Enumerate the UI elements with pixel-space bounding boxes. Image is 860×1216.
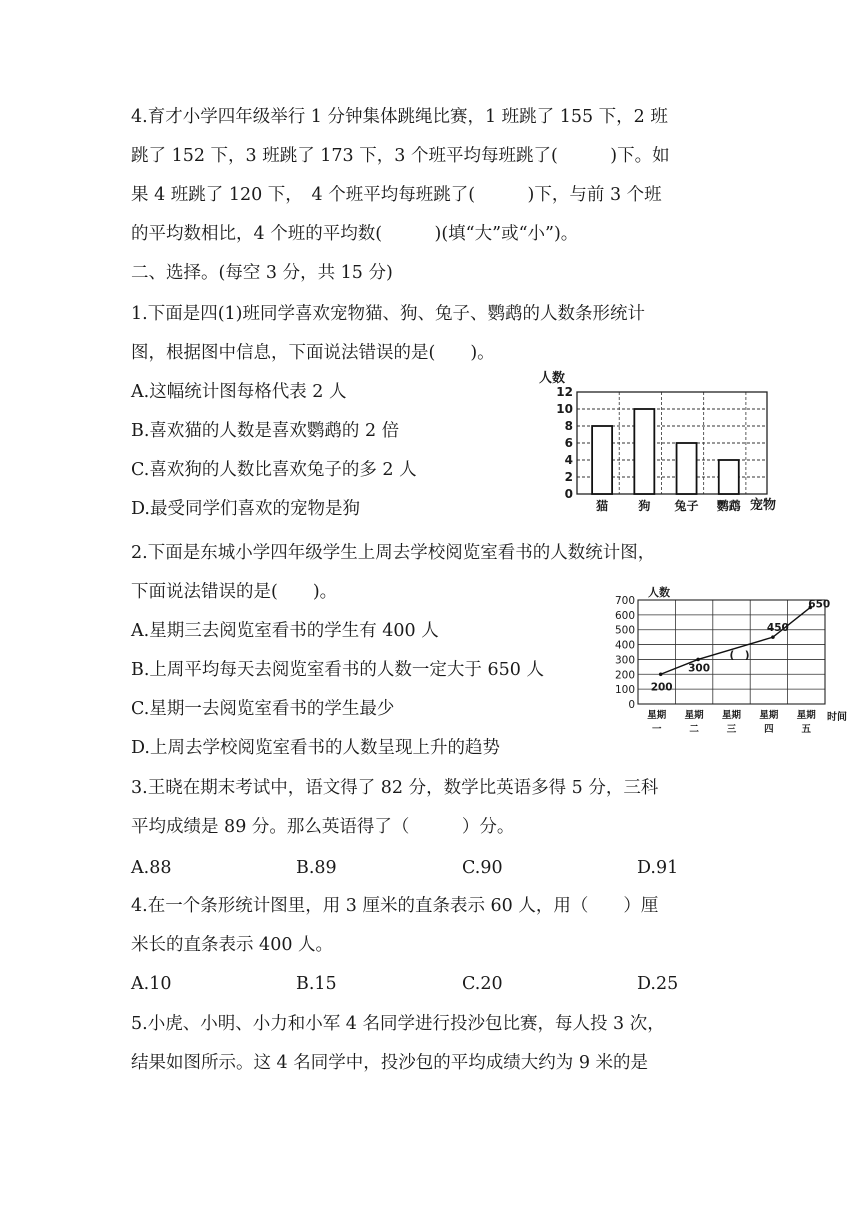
option-c: C.喜欢狗的人数比喜欢兔子的多 2 人	[131, 460, 417, 480]
question-stem: 5.小虎、小明、小力和小军 4 名同学进行投沙包比赛，每人投 3 次，	[131, 1014, 665, 1034]
y-tick-label: 200	[614, 669, 635, 682]
x-tick-label: 五	[801, 724, 812, 735]
x-tick-label: 四	[764, 724, 774, 735]
pet-bar-chart	[525, 362, 790, 520]
y-tick-label: 300	[614, 654, 635, 667]
question-line: 果 4 班跳了 120 下， 4 个班平均每班跳了( )下，与前 3 个班	[131, 185, 662, 205]
section-heading: 二、选择。(每空 3 分，共 15 分)	[131, 263, 393, 283]
data-label: ( )	[729, 649, 750, 662]
question-stem: 结果如图所示。这 4 名同学中，投沙包的平均成绩大约为 9 米的是	[131, 1053, 649, 1073]
x-tick-label: 星期	[647, 710, 667, 721]
option-a: A.88	[131, 858, 172, 878]
data-point	[696, 658, 700, 662]
data-point	[771, 635, 775, 639]
y-tick-label: 700	[614, 595, 635, 607]
option-b: B.15	[296, 974, 337, 994]
y-tick-label: 0	[564, 487, 573, 501]
y-tick-label: 10	[556, 402, 573, 416]
option-b: B.89	[296, 858, 337, 878]
data-label: 650	[808, 598, 831, 611]
option-d: D.最受同学们喜欢的宠物是狗	[131, 499, 360, 519]
y-tick-label: 0	[628, 699, 635, 711]
option-b: B.上周平均每天去阅览室看书的人数一定大于 650 人	[131, 660, 544, 680]
y-axis-label: 人数	[539, 371, 566, 386]
bar	[677, 443, 697, 494]
question-stem: 米长的直条表示 400 人。	[131, 935, 334, 955]
option-a: A.这幅统计图每格代表 2 人	[131, 382, 347, 402]
question-stem: 下面说法错误的是( )。	[131, 582, 338, 602]
x-axis-label: 宠物	[750, 498, 777, 513]
y-tick-label: 400	[614, 639, 635, 652]
question-stem: 2.下面是东城小学四年级学生上周去学校阅览室看书的人数统计图，	[131, 543, 656, 563]
question-line: 跳了 152 下，3 班跳了 173 下，3 个班平均每班跳了( )下。如	[131, 146, 670, 166]
option-a: A.星期三去阅览室看书的学生有 400 人	[131, 621, 439, 641]
option-d: D.上周去学校阅览室看书的人数呈现上升的趋势	[131, 738, 500, 758]
data-label: 450	[766, 622, 789, 635]
bar	[592, 426, 612, 494]
data-label: 200	[650, 681, 673, 694]
x-tick-label: 一	[651, 724, 662, 735]
y-tick-label: 100	[614, 684, 635, 697]
x-tick-label: 狗	[638, 499, 651, 513]
option-b: B.喜欢猫的人数是喜欢鹦鹉的 2 倍	[131, 421, 400, 441]
option-c: C.20	[462, 974, 503, 994]
question-stem: 4.在一个条形统计图里，用 3 厘米的直条表示 60 人，用（ ）厘	[131, 896, 659, 916]
data-point	[659, 672, 663, 676]
option-d: D.25	[637, 974, 679, 994]
bar	[719, 460, 739, 494]
y-tick-label: 6	[564, 436, 573, 450]
y-tick-label: 600	[614, 609, 635, 622]
reading-line-chart	[600, 580, 850, 736]
question-stem: 1.下面是四(1)班同学喜欢宠物猫、狗、兔子、鹦鹉的人数条形统计	[131, 304, 645, 324]
option-c: C.90	[462, 858, 503, 878]
y-tick-label: 4	[564, 453, 573, 467]
option-c: C.星期一去阅览室看书的学生最少	[131, 699, 395, 719]
option-a: A.10	[131, 974, 172, 994]
y-tick-label: 2	[564, 470, 573, 484]
x-tick-label: 猫	[596, 499, 609, 513]
y-tick-label: 8	[564, 419, 573, 433]
question-stem: 3.王晓在期末考试中，语文得了 82 分，数学比英语多得 5 分，三科	[131, 778, 659, 798]
question-stem: 平均成绩是 89 分。那么英语得了（ ）分。	[131, 817, 515, 837]
data-label: 300	[688, 662, 711, 675]
question-stem: 图，根据图中信息，下面说法错误的是( )。	[131, 343, 495, 363]
question-line: 4.育才小学四年级举行 1 分钟集体跳绳比赛，1 班跳了 155 下，2 班	[131, 107, 668, 127]
x-tick-label: 星期	[759, 710, 779, 721]
x-tick-label: 星期	[684, 710, 704, 721]
option-d: D.91	[637, 858, 679, 878]
bar	[634, 409, 654, 494]
x-tick-label: 鹦鹉	[716, 499, 741, 513]
y-tick-label: 12	[556, 385, 573, 399]
x-tick-label: 星期	[721, 710, 742, 721]
x-tick-label: 星期	[796, 710, 816, 721]
question-line: 的平均数相比，4 个班的平均数( )(填“大”或“小”)。	[131, 224, 579, 244]
x-tick-label: 二	[689, 724, 699, 735]
x-tick-label: 兔子	[674, 499, 699, 513]
x-axis-label: 时间	[827, 712, 847, 723]
y-axis-label: 人数	[648, 586, 670, 599]
x-tick-label: 三	[726, 724, 737, 735]
y-tick-label: 500	[614, 624, 635, 637]
